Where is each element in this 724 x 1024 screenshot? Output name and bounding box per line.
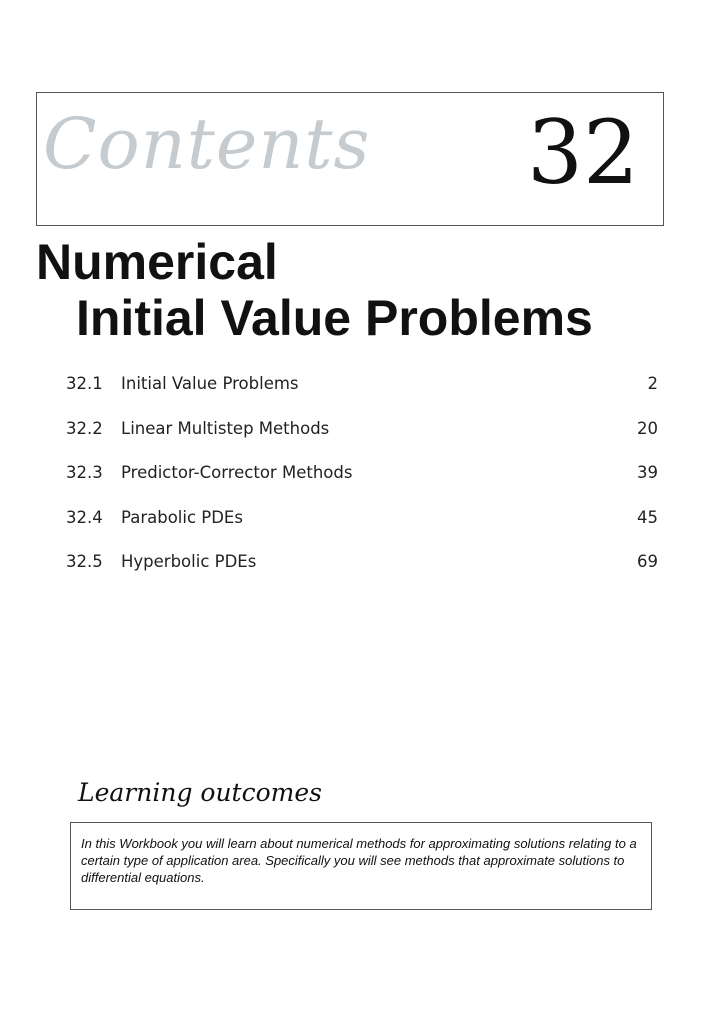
toc-entry-32-1[interactable] xyxy=(66,374,658,419)
toc-section-number: 32.2 xyxy=(66,418,103,438)
toc-page-number: 20 xyxy=(637,418,658,438)
toc-page-number: 45 xyxy=(637,507,658,527)
toc-section-number: 32.5 xyxy=(66,552,103,571)
toc-entry-32-3[interactable] xyxy=(66,463,658,508)
toc-entry-32-4[interactable] xyxy=(66,508,658,553)
toc-section-title: Predictor-Corrector Methods xyxy=(121,463,353,482)
toc-entry-32-5[interactable] xyxy=(66,552,658,597)
chapter-number: 32 xyxy=(527,101,639,204)
toc-section-title: Linear Multistep Methods xyxy=(121,418,330,438)
toc-section-number: 32.3 xyxy=(66,463,103,482)
toc-page-number: 2 xyxy=(647,374,658,393)
table-of-contents xyxy=(66,374,658,597)
toc-section-title: Parabolic PDEs xyxy=(121,507,243,527)
learning-outcomes-text: In this Workbook you will learn about numerical methods for approximating solutions relating to a certain type of application area. Specifically you will see methods that approximate solutions to differential equations. xyxy=(81,836,637,885)
toc-section-number: 32.4 xyxy=(66,507,103,527)
toc-page-number: 39 xyxy=(637,463,658,482)
learning-outcomes-heading: Learning outcomes xyxy=(78,778,322,807)
workbook-title-line2: Initial Value Problems xyxy=(76,290,593,346)
learning-outcomes-box xyxy=(70,822,652,910)
toc-entry-32-2[interactable] xyxy=(66,419,658,464)
toc-section-title: Initial Value Problems xyxy=(121,374,299,393)
workbook-title-line1: Numerical xyxy=(36,234,278,290)
contents-heading: Contents xyxy=(43,103,371,185)
workbook-title xyxy=(36,234,696,346)
contents-header-box xyxy=(36,92,664,226)
toc-section-number: 32.1 xyxy=(66,374,103,393)
toc-page-number: 69 xyxy=(637,552,658,571)
toc-section-title: Hyperbolic PDEs xyxy=(121,552,257,571)
